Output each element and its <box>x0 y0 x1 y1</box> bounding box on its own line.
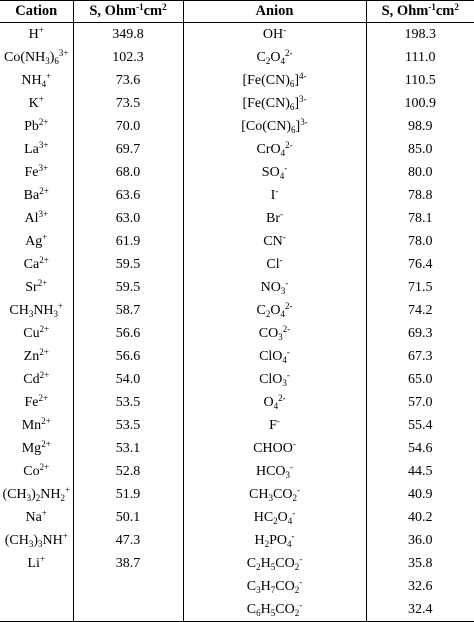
anion-conductivity-cell: 32.4 <box>366 598 474 622</box>
anion-conductivity-cell: 98.9 <box>366 115 474 138</box>
cation-conductivity-cell: 70.0 <box>73 115 183 138</box>
cation-conductivity-cell: 61.9 <box>73 230 183 253</box>
cation-conductivity-cell: 59.5 <box>73 253 183 276</box>
cation-conductivity-cell: 69.7 <box>73 138 183 161</box>
anion-cell: CrO$_4^{2-}$ <box>183 138 366 161</box>
cation-cell: $Zn^{2+}$ <box>23 347 49 364</box>
anion-cell: $C_2O_4^{2-}$ <box>183 299 366 322</box>
cation-conductivity-cell: 53.5 <box>73 414 183 437</box>
table-row <box>0 276 474 299</box>
cation-conductivity-cell: 58.7 <box>73 299 183 322</box>
cation-cell: $Ba^{2+}$ <box>23 186 49 203</box>
cation-conductivity-cell: 349.8 <box>73 23 183 47</box>
anion-conductivity-cell: 76.4 <box>366 253 474 276</box>
cation-cell: $Fe^{3+}$ <box>24 163 49 180</box>
cation-conductivity-cell <box>73 575 183 598</box>
cation-cell <box>0 598 73 622</box>
cation-conductivity-cell: 47.3 <box>73 529 183 552</box>
cation-cell: $Cu^{2+}$ <box>23 324 50 341</box>
table-row <box>0 253 474 276</box>
anion-conductivity-cell: 32.6 <box>366 575 474 598</box>
anion-cell: Cl- <box>183 253 366 276</box>
cation-cell: $Fe^{2+}$ <box>24 393 49 410</box>
table-body <box>0 23 474 622</box>
anion-conductivity-cell: 40.9 <box>366 483 474 506</box>
cation-cell: $Al^{3+}$ <box>24 209 49 226</box>
cation-cell: $La^{3+}$ <box>24 140 49 157</box>
anion-cell: $H_2PO_4^-$ <box>183 529 366 552</box>
table-row <box>0 391 474 414</box>
cation-cell: $CH_3NH_3^+$ <box>9 301 64 319</box>
anion-conductivity-cell: 67.3 <box>366 345 474 368</box>
table-row <box>0 138 474 161</box>
table-row <box>0 345 474 368</box>
cation-conductivity-cell: 38.7 <box>73 552 183 575</box>
anion-cell: CHOO- <box>183 437 366 460</box>
table-row <box>0 115 474 138</box>
cation-conductivity-cell: 50.1 <box>73 506 183 529</box>
anion-conductivity-cell: 78.0 <box>366 230 474 253</box>
anion-cell: ClO$_4$- <box>183 345 366 368</box>
anion-cell: ClO$_3$- <box>183 368 366 391</box>
anion-conductivity-cell: 57.0 <box>366 391 474 414</box>
anion-cell: Br- <box>183 207 366 230</box>
anion-conductivity-cell: 54.6 <box>366 437 474 460</box>
table-row <box>0 161 474 184</box>
cation-conductivity-cell: 73.6 <box>73 69 183 92</box>
cation-cell: $Cd^{2+}$ <box>23 370 50 387</box>
anion-conductivity-cell: 74.2 <box>366 299 474 322</box>
anion-cell: F- <box>183 414 366 437</box>
table-row <box>0 230 474 253</box>
cation-cell: $Co(NH_3)_6^{3+}$ <box>4 48 69 66</box>
cation-conductivity-cell: 56.6 <box>73 345 183 368</box>
table-row <box>0 46 474 69</box>
cation-cell: $Co^{2+}$ <box>23 462 50 479</box>
table-row <box>0 368 474 391</box>
anion-cell: $[Fe(CN)_6]^{4-}$ <box>183 69 366 92</box>
cation-conductivity-cell: 54.0 <box>73 368 183 391</box>
cation-conductivity-cell: 51.9 <box>73 483 183 506</box>
header-anion-conductivity: S, $Ohm^{-1}cm^2$ <box>366 1 474 23</box>
anion-conductivity-cell: 55.4 <box>366 414 474 437</box>
anion-cell: $HCO_3^-$ <box>183 460 366 483</box>
anion-cell: $CH_3CO_2^-$ <box>183 483 366 506</box>
anion-conductivity-cell: 40.2 <box>366 506 474 529</box>
cation-conductivity-cell: 102.3 <box>73 46 183 69</box>
table-row <box>0 506 474 529</box>
anion-cell: OH- <box>183 23 366 47</box>
anion-conductivity-cell: 85.0 <box>366 138 474 161</box>
cation-cell: $Ca^{2+}$ <box>23 255 49 272</box>
table-row <box>0 552 474 575</box>
anion-cell: $C_2H_5CO_2^-$ <box>183 552 366 575</box>
cation-conductivity-cell: 63.0 <box>73 207 183 230</box>
anion-conductivity-cell: 69.3 <box>366 322 474 345</box>
anion-conductivity-cell: 78.8 <box>366 184 474 207</box>
header-cation: Cation <box>0 1 73 23</box>
anion-conductivity-cell: 36.0 <box>366 529 474 552</box>
cation-conductivity-cell <box>73 598 183 622</box>
anion-conductivity-cell: 100.9 <box>366 92 474 115</box>
cation-cell: Na+ <box>25 508 47 525</box>
cation-conductivity-cell: 63.6 <box>73 184 183 207</box>
anion-cell: $[Fe(CN)_6]^{3-}$ <box>183 92 366 115</box>
cation-cell: $NH_4^+$ <box>21 71 52 89</box>
cation-cell: $(CH_3)_2NH_2^+$ <box>2 485 71 503</box>
anion-cell: $C_2O_4^{2-}$ <box>183 46 366 69</box>
cation-conductivity-cell: 53.1 <box>73 437 183 460</box>
cation-cell: $Sr^{2+}$ <box>25 278 48 295</box>
table-row <box>0 299 474 322</box>
cation-conductivity-cell: 73.5 <box>73 92 183 115</box>
cation-cell: K+ <box>28 94 44 111</box>
anion-conductivity-cell: 198.3 <box>366 23 474 47</box>
anion-conductivity-cell: 35.8 <box>366 552 474 575</box>
cation-cell: $Pb^{2+}$ <box>24 117 49 134</box>
cation-conductivity-cell: 53.5 <box>73 391 183 414</box>
anion-cell: $O_4^{2-}$ <box>183 391 366 414</box>
cation-conductivity-cell: 68.0 <box>73 161 183 184</box>
table-row <box>0 23 474 47</box>
table-row <box>0 598 474 622</box>
anion-cell: I- <box>183 184 366 207</box>
anion-conductivity-cell: 65.0 <box>366 368 474 391</box>
anion-cell: $[Co(CN)_6]^{3-}$ <box>183 115 366 138</box>
table-row <box>0 575 474 598</box>
anion-cell: $NO_3^-$ <box>183 276 366 299</box>
header-cation-conductivity: S, $Ohm^{-1}cm^2$ <box>73 1 183 23</box>
table-row <box>0 92 474 115</box>
table-row <box>0 437 474 460</box>
header-anion: Anion <box>183 1 366 23</box>
table-row <box>0 207 474 230</box>
anion-conductivity-cell: 71.5 <box>366 276 474 299</box>
table-row <box>0 184 474 207</box>
cation-cell: $Mn^{2+}$ <box>21 416 51 433</box>
cation-cell: Li+ <box>27 554 46 571</box>
table-row <box>0 322 474 345</box>
cation-cell: Ag+ <box>25 232 48 249</box>
cation-cell: $(CH_3)_3NH^+$ <box>4 531 68 549</box>
table-row <box>0 529 474 552</box>
anion-cell: $C_6H_5CO_2^-$ <box>183 598 366 622</box>
anion-cell: $SO_4^-$ <box>183 161 366 184</box>
anion-conductivity-cell: 44.5 <box>366 460 474 483</box>
anion-cell: $CO_3^{2-}$ <box>183 322 366 345</box>
anion-conductivity-cell: 78.1 <box>366 207 474 230</box>
anion-conductivity-cell: 80.0 <box>366 161 474 184</box>
anion-conductivity-cell: 110.5 <box>366 69 474 92</box>
cation-conductivity-cell: 56.6 <box>73 322 183 345</box>
table-row <box>0 460 474 483</box>
cation-cell: $Mg^{2+}$ <box>21 439 51 456</box>
table-row <box>0 483 474 506</box>
cation-conductivity-cell: 59.5 <box>73 276 183 299</box>
table-row <box>0 69 474 92</box>
cation-cell <box>0 575 73 598</box>
header-row <box>0 1 474 23</box>
anion-cell: CN- <box>183 230 366 253</box>
anion-conductivity-cell: 111.0 <box>366 46 474 69</box>
table-row <box>0 414 474 437</box>
cation-cell: H+ <box>28 25 44 42</box>
anion-cell: $HC_2O_4^-$ <box>183 506 366 529</box>
anion-cell: $C_3H_7CO_2^-$ <box>183 575 366 598</box>
cation-conductivity-cell: 52.8 <box>73 460 183 483</box>
